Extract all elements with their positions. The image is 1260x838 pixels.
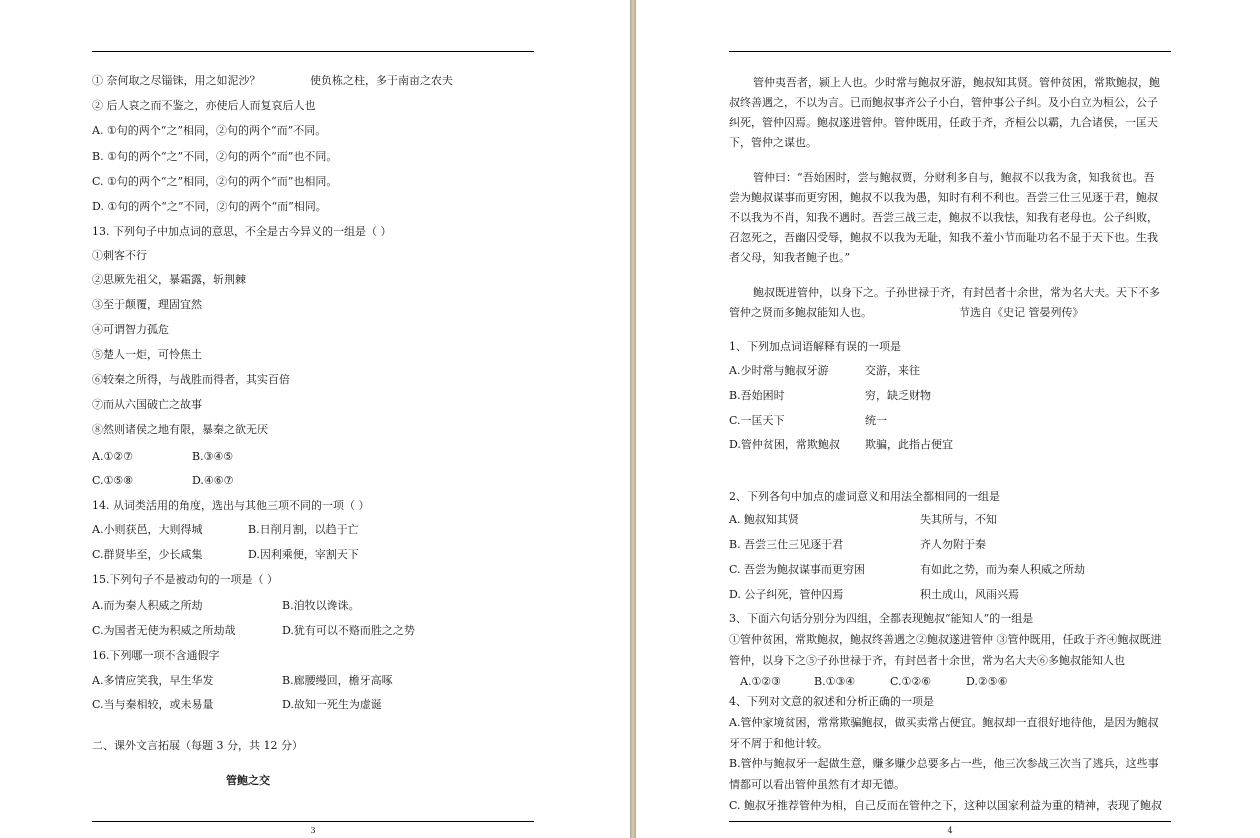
section-heading: 二、课外文言拓展（每题 3 分，共 12 分） (92, 739, 303, 752)
answer-options: A.①②③ B.①③④ C.①②⑥ D.②⑤⑥ (740, 675, 1008, 688)
answer-option: D.管仲贫困，常欺鲍叔 欺骗，此指占便宜 (729, 438, 953, 451)
answer-option: B.吾始困时 穷，缺乏财物 (729, 389, 931, 402)
footer-rule (92, 821, 534, 822)
text-line: ②思厥先祖父，暴霜露，斩荆棘 (92, 273, 246, 286)
answer-option: C. 吾尝为鲍叔谋事而更穷困 有如此之势，而为秦人积威之所劫 (729, 563, 1085, 576)
text-line: ①刺客不行 (92, 249, 147, 262)
answer-option: 牙不屑于和他计较。 (729, 737, 828, 750)
passage-line: 叔终善遇之，不以为言。已而鲍叔事齐公子小白，管仲事公子纠。及小白立为桓公，公子 (729, 96, 1158, 109)
text-line: ⑧然则诸侯之地有限，暴秦之欲无厌 (92, 423, 268, 436)
passage-line: 召忽死之，吾幽囚受辱，鲍叔不以我为无耻，知我不羞小节而耻功名不显于天下也。生我 (729, 231, 1158, 244)
text-line: C. ①句的两个“之”相同，②句的两个“而”也相同。 (92, 175, 338, 188)
text-line: ① 奈何取之尽锱铢，用之如泥沙？ 使负栋之柱，多于南亩之农夫 (92, 74, 453, 87)
passage-line: 不以我为不肖，知我不遇时。吾尝三战三走，鲍叔不以我怯，知我有老母也。公子纠败， (729, 211, 1158, 224)
page-number: 3 (310, 826, 316, 835)
answer-options: A.而为秦人积威之所劫 B.洎牧以谗诛。 (92, 599, 360, 612)
passage-line: 管仲之贤而多鲍叔能知人也。 节选自《史记 管晏列传》 (729, 306, 1084, 319)
question-14: 14. 从词类活用的角度，选出与其他三项不同的一项（ ） (92, 499, 370, 512)
text-line: ② 后人哀之而不鉴之，亦使后人而复哀后人也 (92, 99, 316, 112)
answer-option: B. 吾尝三仕三见逐于君 齐人勿附于秦 (729, 538, 986, 551)
answer-options: C.为国者无使为积威之所劫哉 D.犹有可以不赂而胜之之势 (92, 624, 415, 637)
answer-option: C. 鲍叔牙推荐管仲为相，自己反而在管仲之下，这种以国家利益为重的精神，表现了鲍叔 (729, 799, 1163, 812)
text-line: ④可谓智力孤危 (92, 323, 169, 336)
answer-options: C.①⑤⑧ D.④⑥⑦ (92, 474, 234, 487)
passage-title: 管鲍之交 (226, 774, 270, 787)
answer-options: C.群贤毕至，少长咸集 D.因利乘便，宰割天下 (92, 548, 359, 561)
question-3: 3、下面六句话分别分为四组，全都表现鲍叔“能知人”的一组是 (729, 612, 1034, 625)
passage-line: 管仲曰：“吾始困时，尝与鲍叔贾，分财利多自与，鲍叔不以我为贪，知我贫也。吾 (753, 171, 1155, 184)
answer-option: 情都可以看出管仲虽然有才却无德。 (729, 778, 905, 791)
question-13: 13. 下列句子中加点词的意思，不全是古今异义的一组是（ ） (92, 225, 392, 238)
answer-option: A. 鲍叔知其贤 失其所与，不知 (729, 513, 997, 526)
answer-option: B.管仲与鲍叔牙一起做生意，赚多赚少总要多占一些，他三次参战三次当了逃兵，这些事 (729, 757, 1159, 770)
header-rule (729, 51, 1171, 52)
passage-line: 纠死，管仲囚焉。鲍叔遂进管仲。管仲既用，任政于齐，齐桓公以霸，九合诸侯，一匡天 (729, 116, 1158, 129)
text-line: ③至于颠覆，理固宜然 (92, 298, 202, 311)
passage-line: 鲍叔既进管仲，以身下之。子孙世禄于齐，有封邑者十余世，常为名大夫。天下不多 (753, 286, 1160, 299)
passage-line: 者父母，知我者鲍子也。” (729, 251, 851, 264)
passage-line: 管仲，以身下之⑤子孙世禄于齐，有封邑者十余世，常为名大夫⑥多鲍叔能知人也 (729, 654, 1125, 667)
passage-line: 下，管仲之谋也。 (729, 136, 817, 149)
text-line: ⑦而从六国破亡之故事 (92, 398, 202, 411)
answer-options: A.多情应笑我，早生华发 B.廊腰缦回，檐牙高啄 (92, 674, 393, 687)
answer-options: C.当与秦相较，或未易量 D.故知一死生为虚诞 (92, 698, 382, 711)
text-line: ⑤楚人一炬，可怜焦土 (92, 348, 202, 361)
passage-line: 尝为鲍叔谋事而更穷困，鲍叔不以我为愚，知时有利不利也。吾尝三仕三见逐于君，鲍叔 (729, 191, 1158, 204)
question-1: 1、下列加点词语解释有误的一项是 (729, 340, 901, 353)
text-line: D. ①句的两个“之”不同，②句的两个“而”相同。 (92, 200, 327, 213)
page-4 (636, 0, 1260, 838)
text-line: A. ①句的两个“之”相同，②句的两个“而”不同。 (92, 124, 327, 137)
passage-line: ①管仲贫困，常欺鲍叔，鲍叔终善遇之②鲍叔遂进管仲 ③管仲既用，任政于齐④鲍叔既进 (729, 633, 1162, 646)
text-line: B. ①句的两个“之”不同，②句的两个“而”也不同。 (92, 150, 338, 163)
page-number: 4 (947, 826, 953, 835)
passage-line: 管仲夷吾者，颍上人也。少时常与鲍叔牙游，鲍叔知其贤。管仲贫困，常欺鲍叔，鲍 (753, 76, 1160, 89)
text-line: ⑥较秦之所得，与战胜而得者，其实百倍 (92, 373, 290, 386)
question-15: 15.下列句子不是被动句的一项是（ ） (92, 573, 278, 586)
question-2: 2、下列各句中加点的虚词意义和用法全都相同的一组是 (729, 490, 1000, 503)
header-rule (92, 51, 534, 52)
answer-option: A.管仲家境贫困，常常欺骗鲍叔，做买卖常占便宜。鲍叔却一直很好地待他，是因为鲍叔 (729, 716, 1159, 729)
answer-option: D. 公子纠死，管仲囚焉 积土成山，风雨兴焉 (729, 588, 1019, 601)
answer-options: A.①②⑦ B.③④⑤ (92, 450, 234, 463)
question-16: 16.下列哪一项不含通假字 (92, 649, 220, 662)
footer-rule (729, 821, 1171, 822)
question-4: 4、下列对文意的叙述和分析正确的一项是 (729, 695, 934, 708)
answer-option: A.少时常与鲍叔牙游 交游，来往 (729, 364, 920, 377)
answer-option: C.一匡天下 统一 (729, 414, 887, 427)
answer-options: A.小则获邑，大则得城 B.日削月割，以趋于亡 (92, 523, 359, 536)
